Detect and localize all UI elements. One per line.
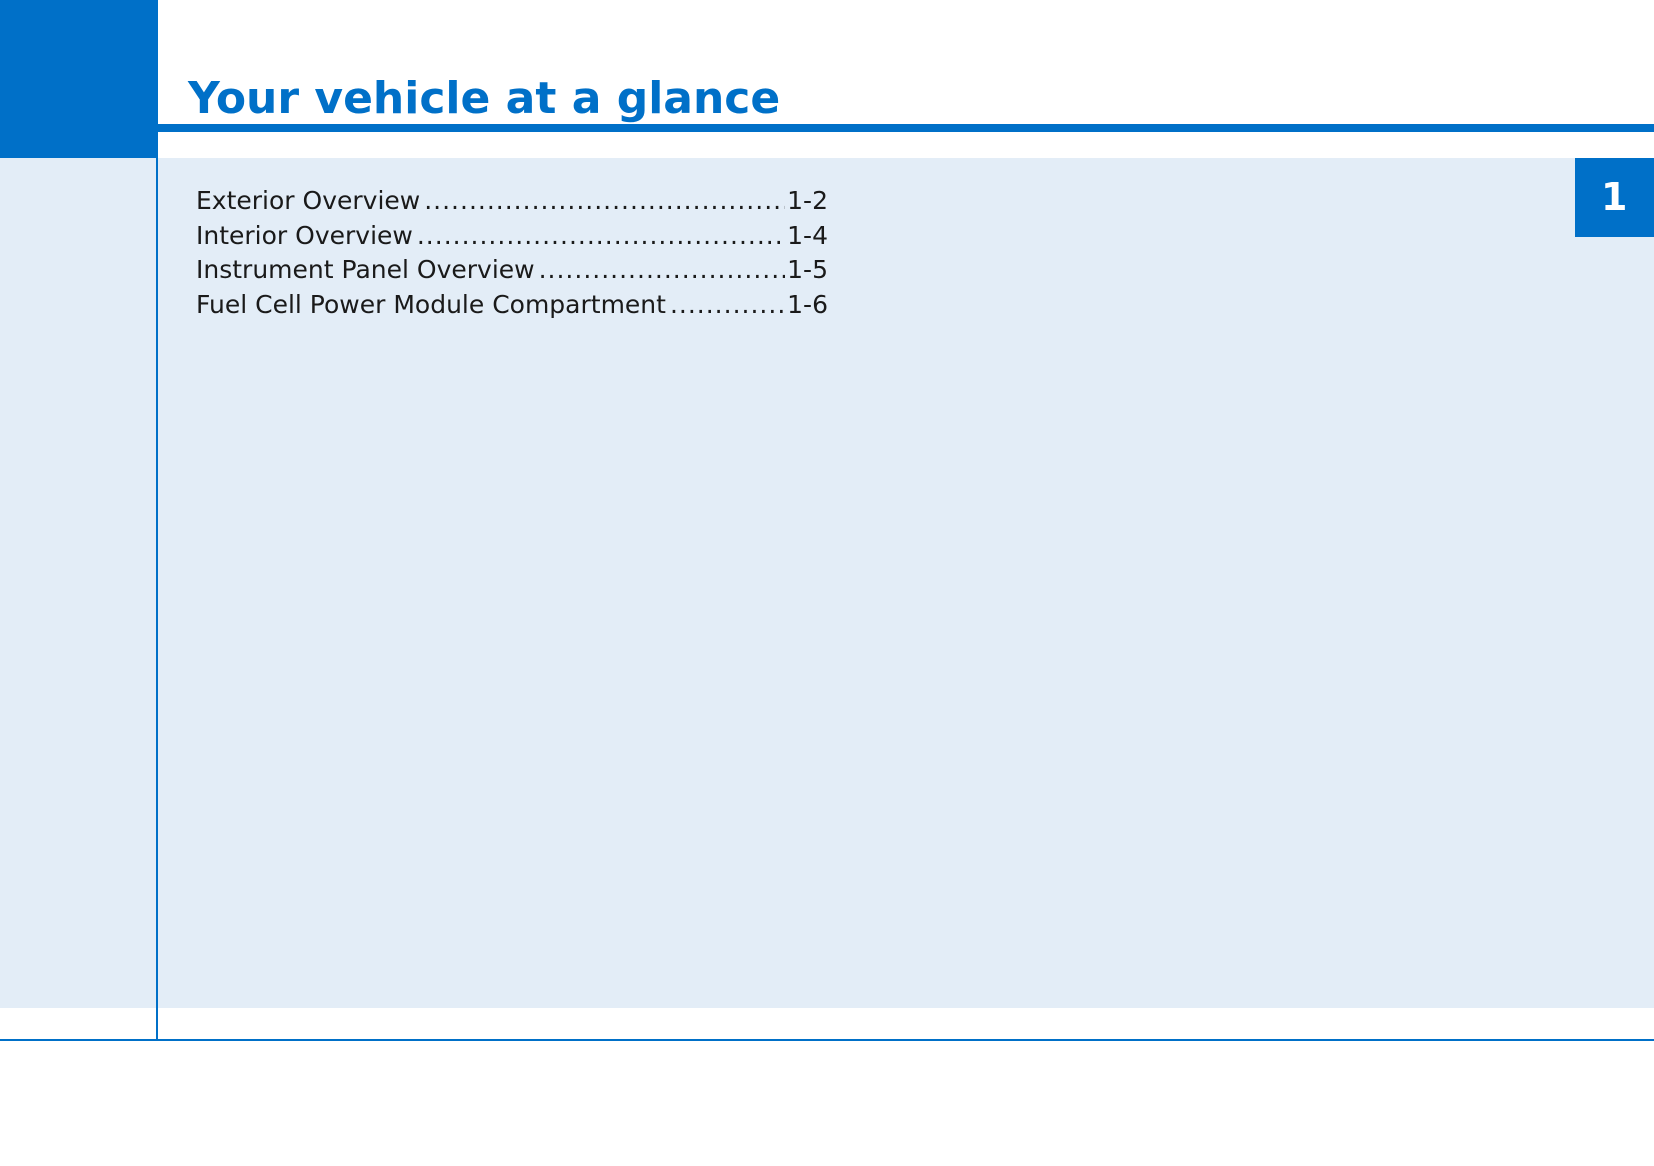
toc-entry-label: Fuel Cell Power Module Compartment bbox=[196, 289, 666, 319]
toc-entry-page: 1-6 bbox=[787, 289, 828, 319]
toc-entry-page: 1-2 bbox=[787, 186, 828, 215]
table-of-contents bbox=[196, 184, 828, 322]
toc-entry-page: 1-4 bbox=[787, 220, 828, 250]
toc-entry-label: Interior Overview bbox=[196, 220, 413, 250]
footer-rule bbox=[0, 1039, 1654, 1041]
toc-entry-interior-overview[interactable] bbox=[196, 219, 828, 254]
page-title: Your vehicle at a glance bbox=[188, 73, 781, 124]
toc-dot-leader bbox=[417, 219, 785, 254]
chapter-number: 1 bbox=[1601, 175, 1628, 219]
chapter-tab bbox=[1575, 158, 1654, 237]
left-margin-divider bbox=[156, 158, 158, 1040]
toc-dot-leader bbox=[670, 288, 785, 323]
toc-dot-leader bbox=[424, 184, 785, 219]
title-underline bbox=[158, 124, 1654, 132]
toc-entry-page: 1-5 bbox=[787, 255, 828, 284]
corner-accent-block bbox=[0, 0, 158, 158]
toc-dot-leader bbox=[539, 253, 786, 288]
toc-entry-instrument-panel-overview[interactable] bbox=[196, 253, 828, 288]
toc-entry-label: Exterior Overview bbox=[196, 186, 421, 215]
toc-entry-exterior-overview[interactable] bbox=[196, 184, 828, 219]
toc-entry-label: Instrument Panel Overview bbox=[196, 255, 535, 284]
toc-entry-fuel-cell-power-module-compartment[interactable] bbox=[196, 288, 828, 323]
